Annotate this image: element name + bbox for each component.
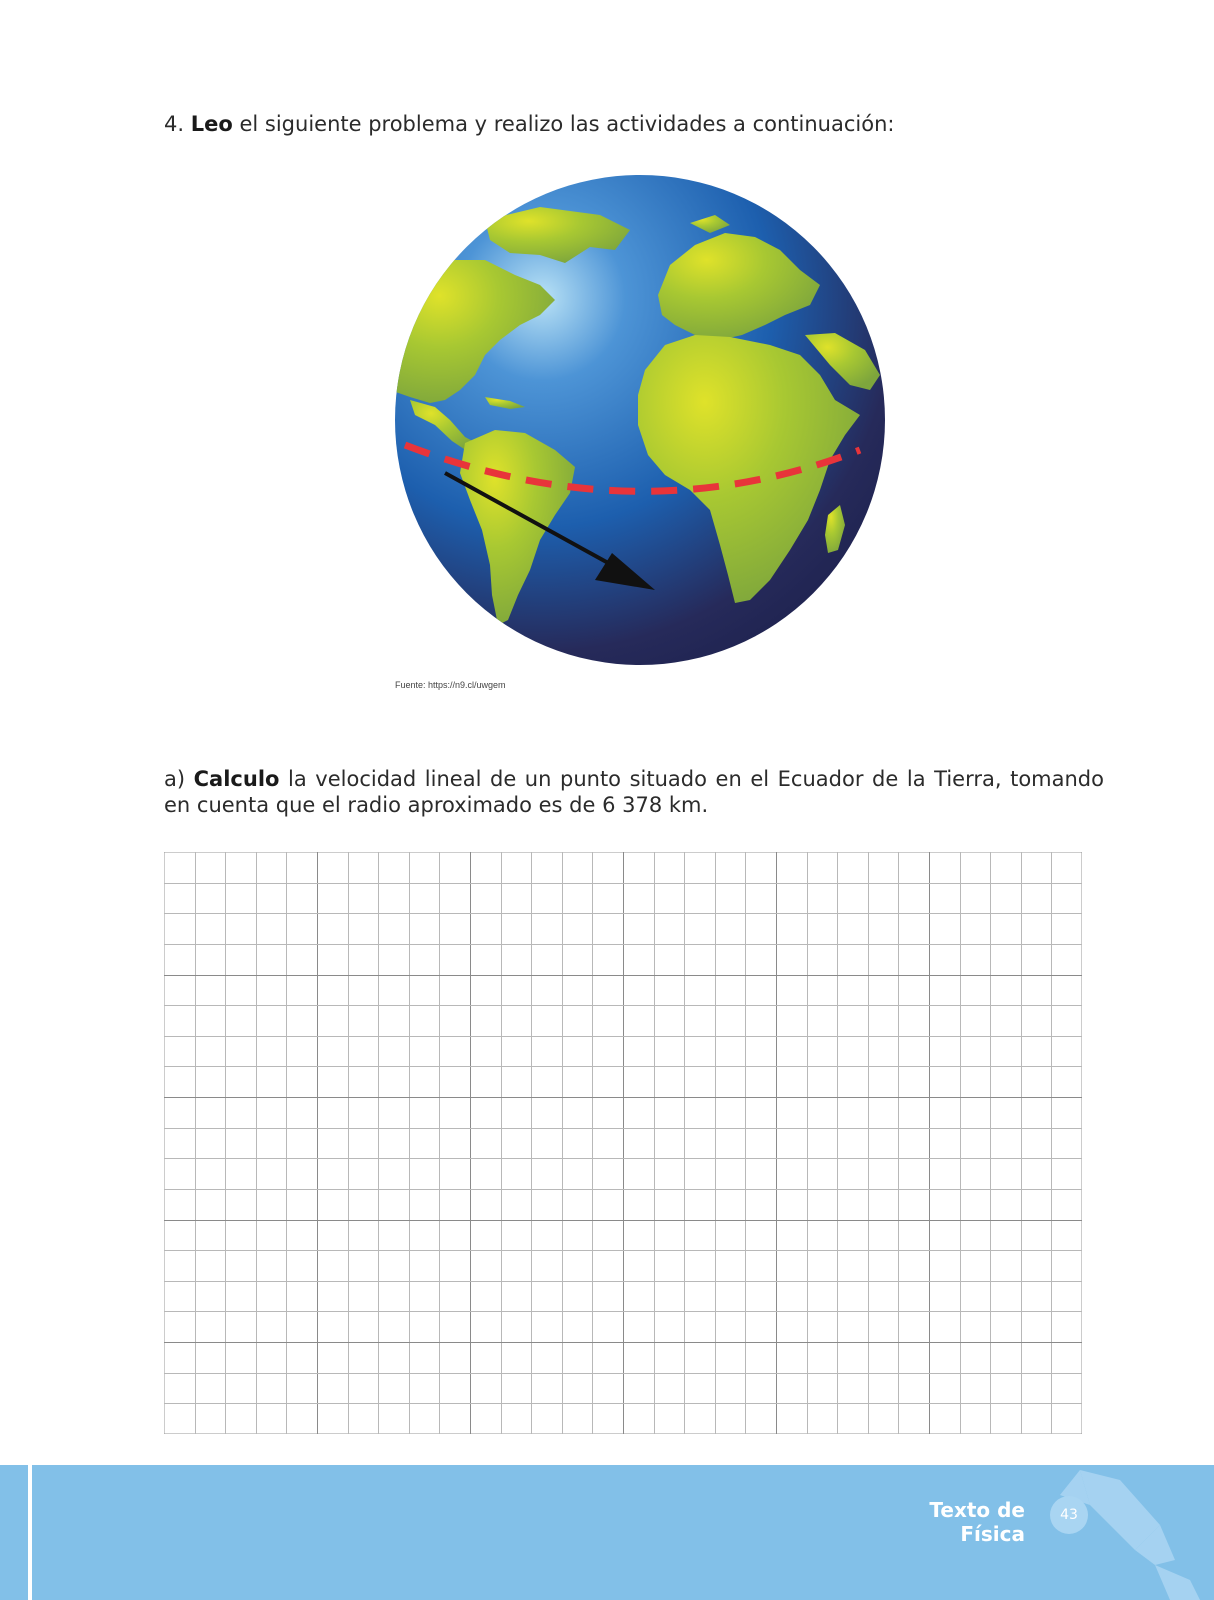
- figure-source: Fuente: https://n9.cl/uwgem: [395, 680, 506, 690]
- earth-globe-illustration: [390, 175, 890, 675]
- page-number-badge: 43: [1050, 1496, 1088, 1534]
- question-label: a): [164, 767, 186, 791]
- question-verb: Calculo: [193, 767, 280, 791]
- answer-grid[interactable]: [164, 852, 1082, 1434]
- instruction-verb: Leo: [190, 112, 233, 136]
- instruction-text: [164, 110, 1104, 138]
- question-rest: la velocidad lineal de un punto situado en el Ecuador de la Tierra, tomando en cuenta que el radio aproximado es de 6 378 km.: [164, 767, 1104, 817]
- footer-title: Texto de Física: [929, 1498, 1025, 1546]
- question-a: [164, 766, 1104, 818]
- instruction-number: 4.: [164, 112, 185, 136]
- footer-band: [0, 1465, 1214, 1600]
- footer-stripe: [28, 1465, 32, 1600]
- instruction-rest: el siguiente problema y realizo las actividades a continuación:: [232, 112, 895, 136]
